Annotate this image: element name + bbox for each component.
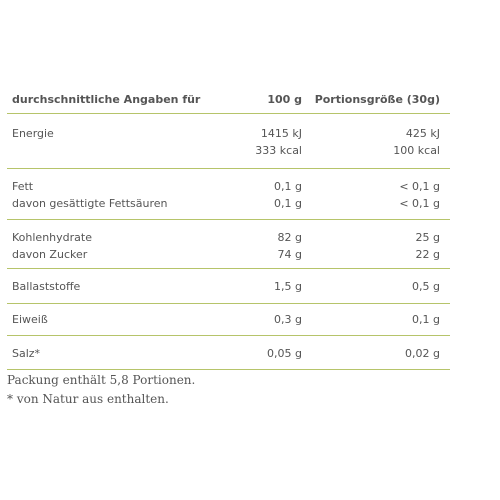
row-label: Ballaststoffe [12, 280, 81, 293]
value-portion: 100 kcal [393, 144, 440, 157]
portions-note: Packung enthält 5,8 Portionen. [7, 373, 196, 387]
table-row [7, 114, 450, 169]
footnotes [7, 371, 195, 409]
row-label: Energie [12, 127, 54, 140]
value-100g: 1,5 g [274, 280, 302, 293]
header-per-100g: 100 g [267, 93, 302, 106]
natural-origin-note: * von Natur aus enthalten. [7, 392, 169, 406]
table-header [7, 86, 450, 114]
row-sublabel: davon Zucker [12, 248, 88, 261]
row-label: Eiweiß [12, 313, 48, 326]
value-100g: 82 g [277, 231, 302, 244]
row-sublabel: davon gesättigte Fettsäuren [12, 197, 168, 210]
table-row [7, 304, 450, 336]
value-portion: < 0,1 g [399, 180, 440, 193]
value-100g: 74 g [277, 248, 302, 261]
value-100g: 333 kcal [255, 144, 302, 157]
value-100g: 0,1 g [274, 197, 302, 210]
row-sublabel [12, 142, 54, 159]
value-100g: 0,3 g [274, 313, 302, 326]
value-100g: 0,05 g [267, 347, 302, 360]
value-portion: 0,02 g [405, 347, 440, 360]
value-100g: 0,1 g [274, 180, 302, 193]
value-portion: < 0,1 g [399, 197, 440, 210]
value-portion: 22 g [415, 248, 440, 261]
value-portion: 0,1 g [412, 313, 440, 326]
header-label: durchschnittliche Angaben für [12, 93, 201, 106]
table-row [7, 336, 450, 370]
nutrition-table [7, 86, 450, 370]
row-label: Kohlenhydrate [12, 231, 92, 244]
value-portion: 425 kJ [405, 127, 440, 140]
row-label: Fett [12, 180, 34, 193]
table-row [7, 220, 450, 269]
value-portion: 25 g [415, 231, 440, 244]
value-100g: 1415 kJ [260, 127, 302, 140]
table-row [7, 169, 450, 220]
row-label: Salz* [12, 347, 41, 360]
header-per-portion: Portionsgröße (30g) [314, 93, 440, 106]
table-row [7, 269, 450, 304]
value-portion: 0,5 g [412, 280, 440, 293]
